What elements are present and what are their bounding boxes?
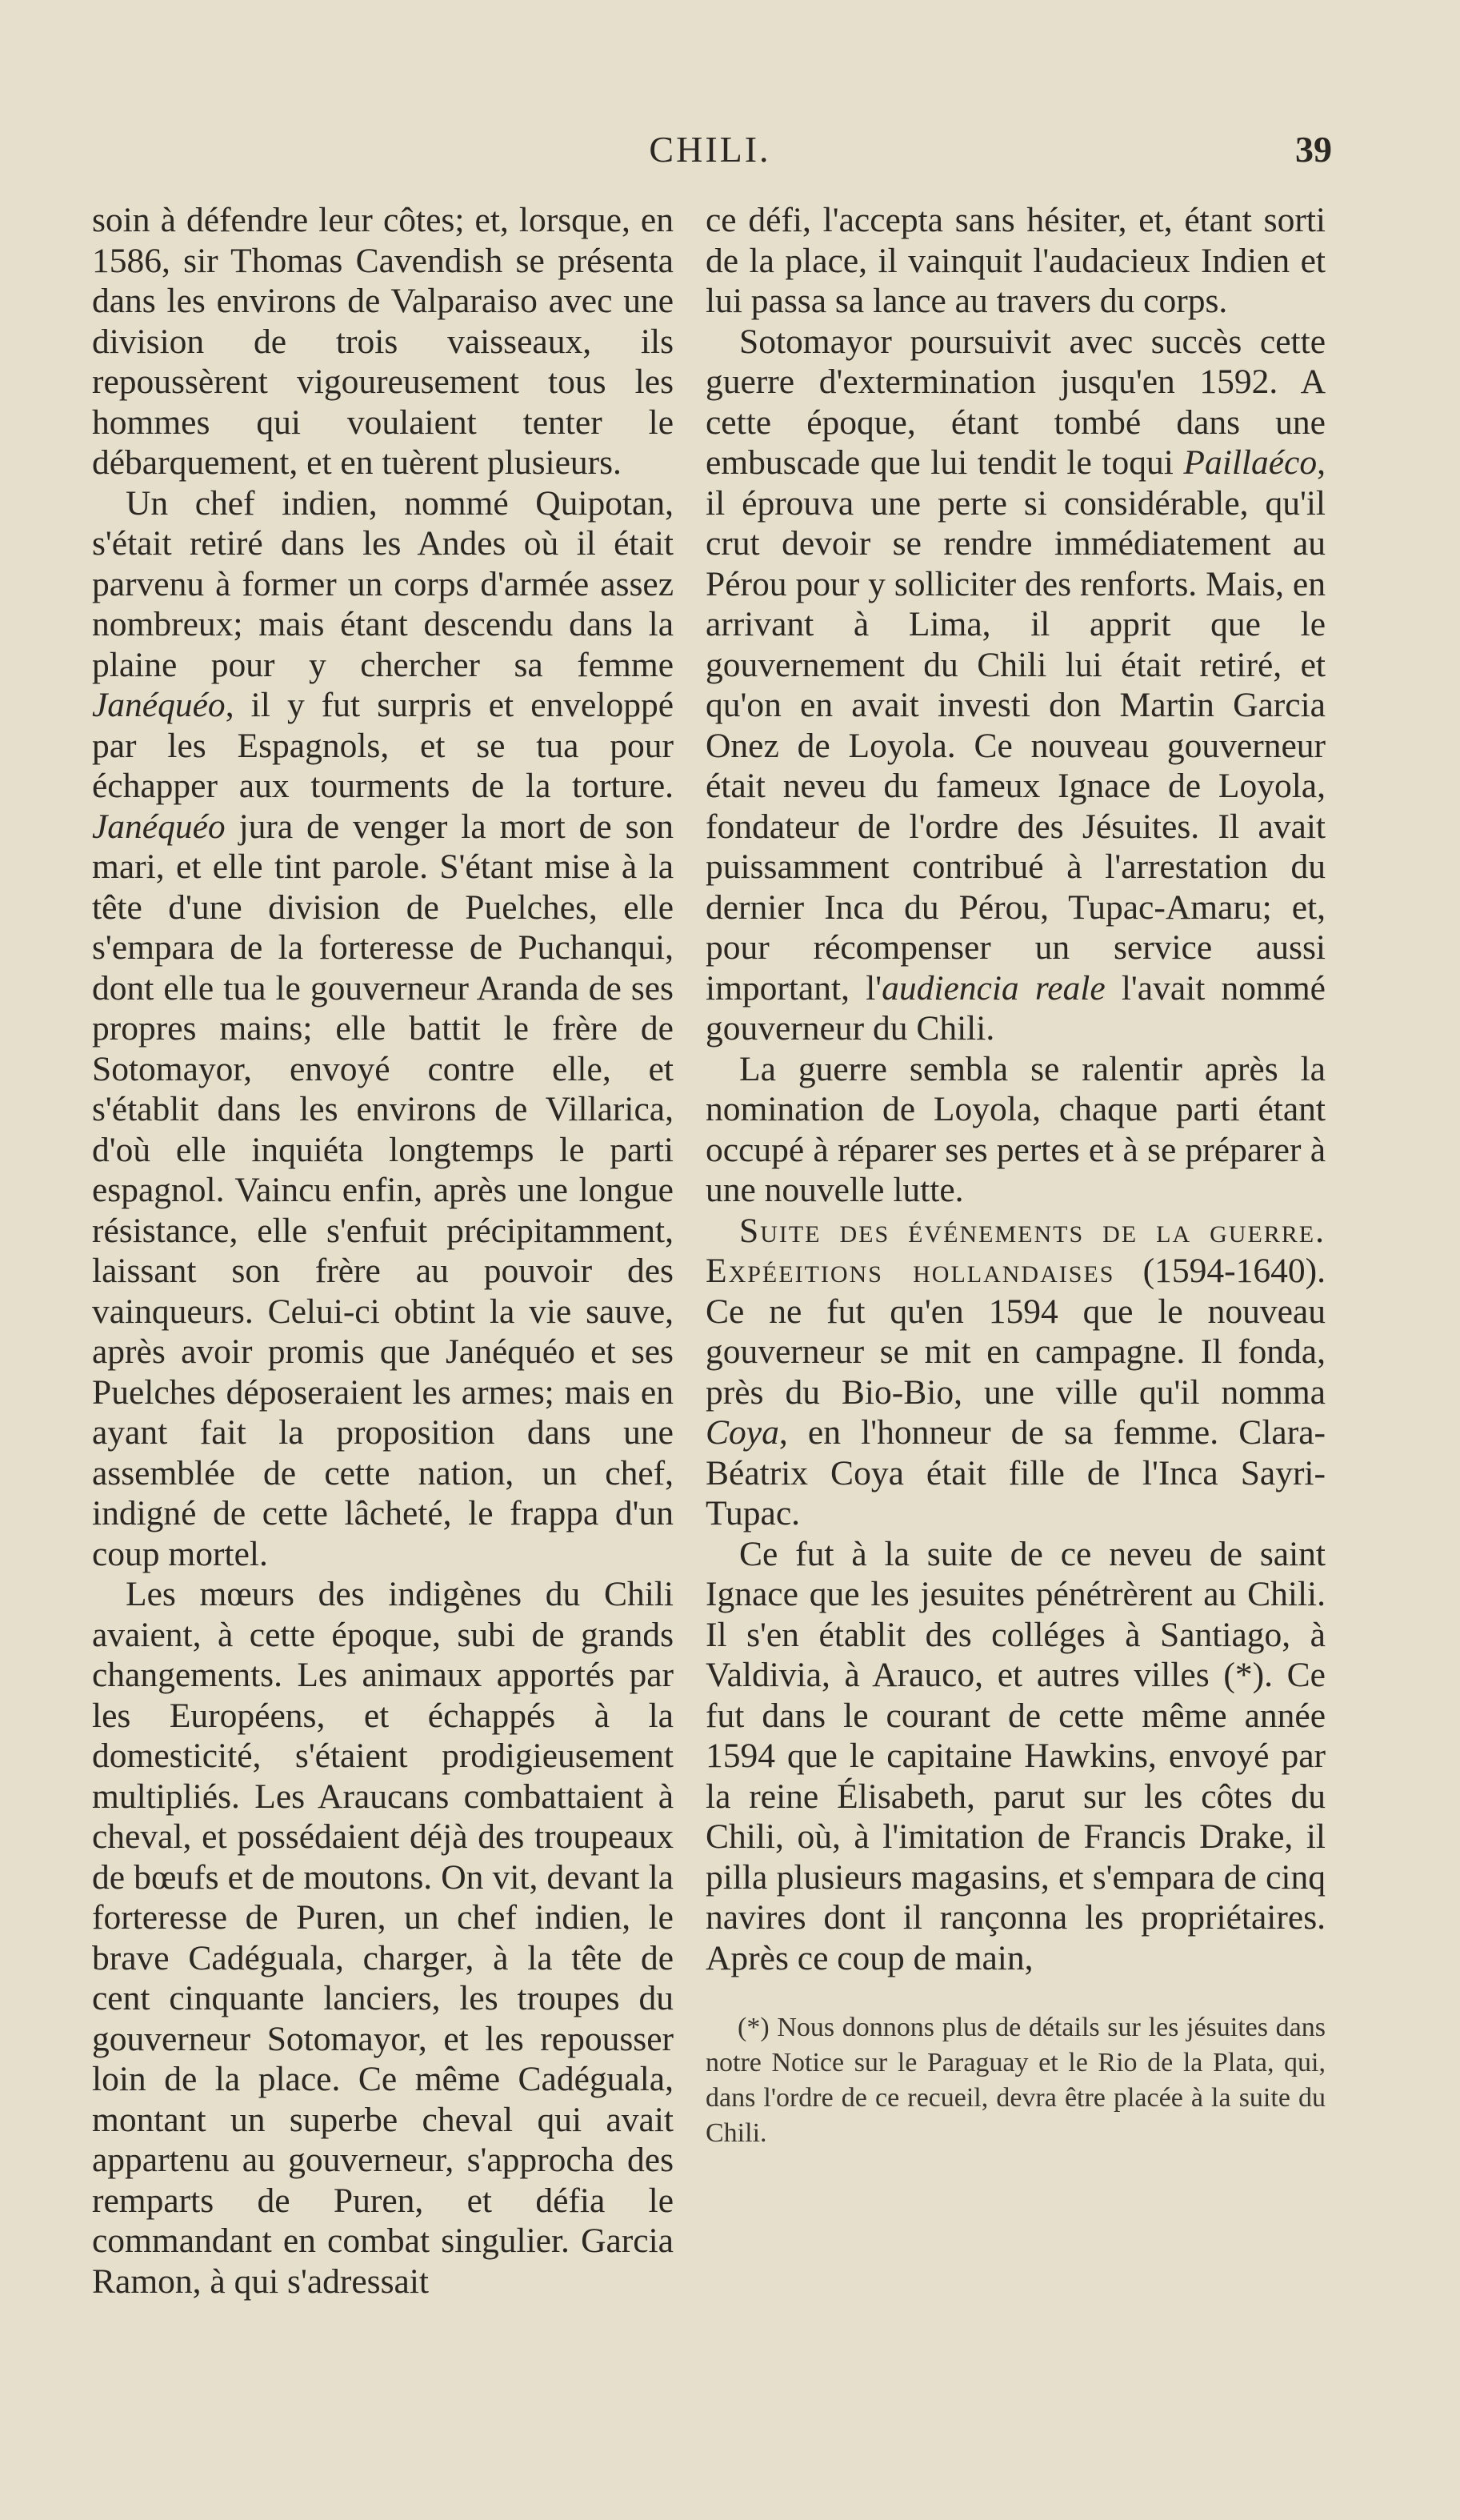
paragraph-left-2	[92, 483, 674, 1575]
text-run: (1594-1640). Ce ne fut qu'en 1594 que le nouveau gouverneur se mit en campagne. Il fonda, près du Bio-Bio, une ville qu'il nomma	[706, 1252, 1326, 1412]
paragraph-left-1: soin à défendre leur côtes; et, lorsque, en 1586, sir Thomas Cavendish se présenta dans les environs de Valparaiso avec une division de trois vaisseaux, ils repoussèrent vigoureusement tous les hommes qui voulaient tenter le débarquement, et en tuèrent plusieurs.	[92, 201, 674, 482]
paragraph-right-1: ce défi, l'accepta sans hésiter, et, étant sorti de la place, il vainquit l'audacieux Indien et lui passa sa lance au travers du corps.	[706, 201, 1326, 320]
text-run: Sotomayor poursuivit avec succès cette guerre d'extermination jusqu'en 1592. A cette époque, étant tombé dans une embuscade que lui tendit le toqui	[706, 322, 1326, 482]
section-heading: Suite des événements de la guerre. Expéeitions hollandaises	[706, 1211, 1326, 1290]
italic-name: Janéquéo	[92, 686, 226, 724]
paragraph-right-3: La guerre sembla se ralentir après la nomination de Loyola, chaque parti étant occupé à réparer ses pertes et à se préparer à une nouvelle lutte.	[706, 1049, 1326, 1209]
paragraph-right-4	[706, 1211, 1326, 1534]
text-run: jura de venger la mort de son mari, et elle tint parole. S'étant mise à la tête d'une division de Puelches, elle s'empara de la forteresse de Puchanqui, dont elle tua le gouverneur Aranda de ses propres mains; elle battit le frère de Sotomayor, envoyé contre elle, et s'établit dans les environs de Villarica, d'où elle inquiéta longtemps le parti espagnol. Vaincu enfin, après une longue résistance, elle s'enfuit précipitamment, laissant son frère au pouvoir des vainqueurs. Celui-ci obtint la vie sauve, après avoir promis que Janéquéo et ses Puelches déposeraient les armes; mais en ayant fait la proposition dans une assemblée de cette nation, un chef, indigné de cette lâcheté, le frappa d'un coup mortel.	[92, 807, 674, 1573]
paragraph-right-5: Ce fut à la suite de ce neveu de saint Ignace que les jesuites pénétrèrent au Chili. Il s'en établit des colléges à Santiago, à Valdivia, à Arauco, et autres villes (*). Ce fut dans le courant de cette même année 1594 que le capitaine Hawkins, envoyé par la reine Élisabeth, parut sur les côtes du Chili, où, à l'imitation de Francis Drake, il pilla plusieurs magasins, et s'empara de cinq navires dont il rançonna les propriétaires. Après ce coup de main,	[706, 1534, 1326, 1977]
text-run: , il éprouva une perte si considérable, qu'il crut devoir se rendre immédiatement au Pérou pour y solliciter des renforts. Mais, en arrivant à Lima, il apprit que le gouvernement du Chili lui était retiré, et qu'on en avait investi don Martin Garcia Onez de Loyola. Ce nouveau gouverneur était neveu du fameux Ignace de Loyola, fondateur de l'ordre des Jésuites. Il avait puissamment contribué à l'arrestation du dernier Inca du Pérou, Tupac-Amaru; et, pour récompenser un service aussi important, l'	[706, 443, 1326, 1008]
italic-name: Paillaéco	[1183, 443, 1318, 482]
text-run: , il y fut surpris et enveloppé par les Espagnols, et se tua pour échapper aux tourments de la torture.	[92, 686, 674, 805]
text-run: l'avait nommé gouverneur du Chili.	[706, 968, 1326, 1048]
paragraph-right-2	[706, 322, 1326, 1049]
footnote	[706, 2010, 1326, 2151]
running-title: CHILI.	[649, 129, 771, 170]
italic-name: Coya	[706, 1413, 779, 1452]
page-number: 39	[1295, 129, 1332, 170]
footnote-text: (*) Nous donnons plus de détails sur les jésuites dans notre Notice sur le Paraguay et le Rio de la Plata, qui, dans l'ordre de ce recueil, devra être placée à la suite du Chili.	[706, 2013, 1326, 2148]
page-header	[88, 128, 1332, 176]
left-column	[92, 200, 674, 2302]
text-run: Un chef indien, nommé Quipotan, s'était retiré dans les Andes où il était parvenu à former un corps d'armée assez nombreux; mais étant descendu dans la plaine pour y chercher sa femme	[92, 483, 674, 684]
text-run: , en l'honneur de sa femme. Clara-Béatrix Coya était fille de l'Inca Sayri-Tupac.	[706, 1413, 1326, 1532]
paragraph-left-3: Les mœurs des indigènes du Chili avaient, à cette époque, subi de grands changements. Les animaux apportés par les Européens, et échappés à la domesticité, s'étaient prodigieusement multipliés. Les Araucans combattaient à cheval, et possédaient déjà des troupeaux de bœufs et de moutons. On vit, devant la forteresse de Puren, un chef indien, le brave Cadéguala, charger, à la tête de cent cinquante lanciers, les troupes du gouverneur Sotomayor, et les repousser loin de la place. Ce même Cadéguala, montant un superbe cheval qui avait appartenu au gouverneur, s'approcha des remparts de Puren, et défia le commandant en combat singulier. Garcia Ramon, à qui s'adressait	[92, 1575, 674, 2301]
italic-name: Janéquéo	[92, 807, 226, 846]
right-column	[706, 200, 1326, 2151]
italic-term: audiencia reale	[882, 968, 1106, 1008]
